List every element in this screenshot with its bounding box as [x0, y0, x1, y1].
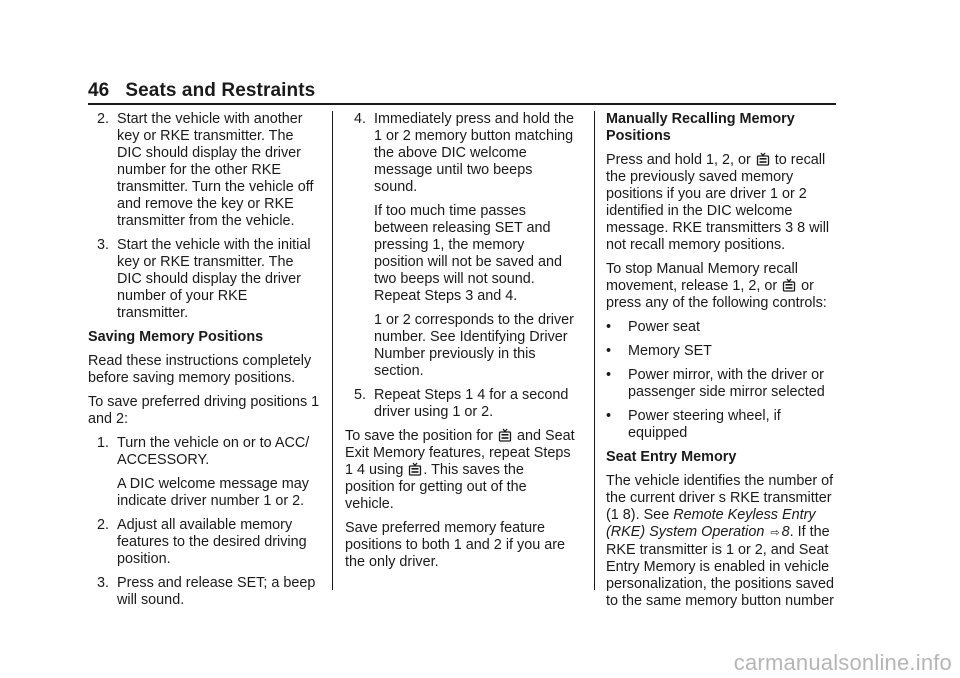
- read-instructions-text: Read these instructions completely before saving memory positions.: [88, 353, 312, 386]
- save-step-4-note-1: If too much time passes between releasing SET and pressing 1, the memory position will not be saved and two beeps will not sound. Repeat Steps 3 and 4.: [374, 203, 562, 304]
- save-step-2: 2. Adjust all available memory features to the desired driving position.: [97, 517, 307, 567]
- bullet-text: Power steering wheel, if equipped: [628, 408, 781, 441]
- page-header: [88, 80, 315, 102]
- exit-memory-text-a: To save the position for: [345, 428, 493, 444]
- bullet-text: Power mirror, with the driver or passenger side mirror selected: [628, 367, 825, 400]
- save-step-1: 1. Turn the vehicle on or to ACC/ ACCESSORY.: [97, 435, 310, 468]
- page-number: 46: [88, 80, 110, 101]
- save-step-3: 3. Press and release SET; a beep will sound.: [97, 575, 316, 608]
- watermark: carmanualsonline.info: [733, 650, 952, 675]
- bullet-dot: •: [606, 319, 612, 335]
- save-both-text: Save preferred memory feature positions to both 1 and 2 if you are the only driver.: [345, 520, 566, 570]
- exit-memory-button-icon: [408, 462, 422, 476]
- header-rule: [88, 103, 836, 105]
- exit-memory-button-icon: [498, 428, 512, 442]
- press-hold-text-a: Press and hold 1, 2, or: [606, 152, 751, 168]
- seat-entry-text: [606, 473, 838, 610]
- exit-memory-text-c: . This saves the position for getting out of the vehicle.: [345, 462, 527, 512]
- bullet-item: [606, 408, 838, 442]
- bullet-text: Power seat: [628, 319, 700, 335]
- step-3: 3. Start the vehicle with the initial key or RKE transmitter. The DIC should display the driver number of your RKE transmitter.: [97, 237, 311, 321]
- manual-recall-heading: Manually Recalling Memory Positions: [606, 111, 795, 144]
- bullet-text: Memory SET: [628, 343, 712, 359]
- bullet-item: [606, 319, 838, 336]
- save-step-4-note-2: 1 or 2 corresponds to the driver number. See Identifying Driver Number previously in this section.: [374, 312, 574, 379]
- column-1: [88, 111, 320, 616]
- to-save-text: To save preferred driving positions 1 and 2:: [88, 394, 320, 427]
- rke-operation-link[interactable]: Remote Keyless Entry (RKE) System Operation: [606, 507, 816, 540]
- exit-memory-text-b: and Seat Exit Memory features, repeat Steps 1 4 using: [345, 428, 575, 478]
- bullet-item: [606, 367, 838, 401]
- seat-entry-text-b: . If the RKE transmitter is 1 or 2, and Seat Entry Memory is enabled in vehicle personalization, the positions saved to the same memory button number: [606, 524, 834, 609]
- bullet-dot: •: [606, 367, 612, 383]
- press-hold-text-b: to recall the previously saved memory positions if you are driver 1 or 2 identified in the DIC welcome message. RKE transmitters 3 8 will not recall memory positions.: [606, 152, 830, 253]
- step-2: 2. Start the vehicle with another key or RKE transmitter. The DIC should display the driver number for the other RKE transmitter. Turn the vehicle off and remove the key or RKE transmitter from the vehicle.: [97, 111, 314, 229]
- seat-entry-text-a: The vehicle identifies the number of the current driver s RKE transmitter (1 8). See: [606, 473, 834, 523]
- save-step-1-note: A DIC welcome message may indicate driver number 1 or 2.: [117, 476, 309, 509]
- save-step-5: 5. Repeat Steps 1 4 for a second driver using 1 or 2.: [354, 387, 569, 420]
- exit-memory-button-icon: [756, 152, 770, 166]
- page-reference-icon: ⇨: [770, 527, 780, 539]
- stop-recall-text-a: To stop Manual Memory recall movement, release 1, 2, or: [606, 261, 798, 294]
- page-reference-number: 8: [781, 524, 790, 540]
- column-divider-2: [594, 111, 595, 590]
- exit-memory-text: [345, 428, 577, 513]
- saving-memory-heading: Saving Memory Positions: [88, 329, 264, 345]
- bullet-item: [606, 343, 838, 360]
- save-step-4: 4. Immediately press and hold the 1 or 2 memory button matching the above DIC welcome message until two beeps sound.: [354, 111, 574, 195]
- bullet-dot: •: [606, 408, 612, 424]
- bullet-dot: •: [606, 343, 612, 359]
- stop-recall-text: [606, 261, 838, 312]
- column-divider-1: [332, 111, 333, 590]
- column-3: [606, 111, 838, 617]
- column-2: [345, 111, 577, 578]
- exit-memory-button-icon: [782, 278, 796, 292]
- press-hold-text: [606, 152, 838, 254]
- section-title: Seats and Restraints: [125, 80, 316, 101]
- seat-entry-heading: Seat Entry Memory: [606, 449, 737, 465]
- stop-recall-text-b: or press any of the following controls:: [606, 278, 827, 311]
